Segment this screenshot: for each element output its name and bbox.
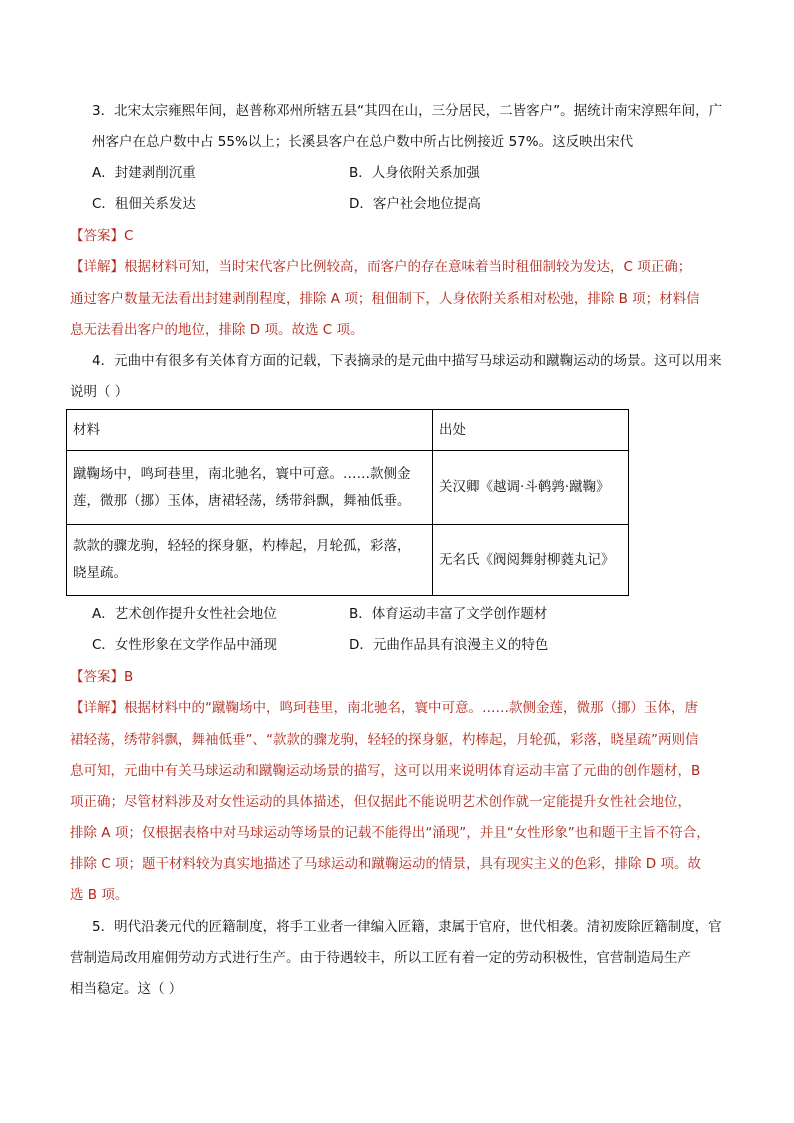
q3-detail-line-3: 息无法看出客户的地位，排除 D 项。故选 C 项。 xyxy=(70,322,364,338)
q4-option-d: D．元曲作品具有浪漫主义的特色 xyxy=(349,637,549,653)
q4-detail-line-3: 息可知，元曲中有关马球运动和蹴鞠运动场景的描写，这可以用来说明体育运动丰富了元曲的创作题材，B xyxy=(70,763,701,779)
q3-detail-line-1 xyxy=(70,257,691,277)
q3-answer-value: C xyxy=(124,228,134,244)
q3-answer xyxy=(70,226,133,246)
table-header-row xyxy=(67,410,629,451)
q4-option-c: C．女性形象在文学作品中涌现 xyxy=(92,637,277,653)
q4-answer xyxy=(70,667,133,687)
table-cell-material xyxy=(67,451,433,525)
material-text-line: 晓星疏。 xyxy=(73,565,127,581)
q3-option-c: C．租佃关系发达 xyxy=(92,196,196,212)
q3-stem-line-1: 3．北宋太宗雍熙年间，赵普称邓州所辖五县“其四在山，三分居民，二皆客户”。据统计南宋淳熙年间，广 xyxy=(92,103,723,119)
q4-detail-line-2: 裙轻荡，绣带斜飘，舞袖低垂”、“款款的骤龙驹，轻轻的探身躯，杓棒起，月轮孤，彩落，晓星疏”两则信 xyxy=(70,732,699,748)
table-header-source: 出处 xyxy=(433,410,629,451)
table-cell-source: 关汉卿《越调·斗鹌鹑·蹴鞠》 xyxy=(433,451,629,525)
q3-option-a: A．封建剥削沉重 xyxy=(92,165,196,181)
q3-detail-label: 【详解】 xyxy=(70,259,124,275)
q4-detail-line-6: 排除 C 项；题干材料较为真实地描述了马球运动和蹴鞠运动的情景，具有现实主义的色彩，排除 D 项。故 xyxy=(70,856,701,872)
q5-stem-line-1: 5．明代沿袭元代的匠籍制度，将手工业者一律编入匠籍，隶属于官府，世代相袭。清初废除匠籍制度，官 xyxy=(92,919,722,935)
q4-detail-line-4: 项正确；尽管材料涉及对女性运动的具体描述，但仅据此不能说明艺术创作就一定能提升女性社会地位， xyxy=(70,794,691,810)
q4-option-a: A．艺术创作提升女性社会地位 xyxy=(92,606,277,622)
q4-stem-line-2: 说明（ ） xyxy=(70,384,129,400)
q4-detail-line-5: 排除 A 项；仅根据表格中对马球运动等场景的记载不能得出“涌现”，并且“女性形象”也和题干主旨不符合， xyxy=(70,825,710,841)
q4-detail-label: 【详解】 xyxy=(70,700,124,716)
q4-answer-label: 【答案】 xyxy=(70,669,124,685)
q5-stem-line-2: 营制造局改用雇佣劳动方式进行生产。由于待遇较丰，所以工匠有着一定的劳动积极性，官营制造局生产 xyxy=(70,950,691,966)
q5-stem-line-3: 相当稳定。这（ ） xyxy=(70,981,183,997)
table-cell-material xyxy=(67,525,433,596)
q3-answer-label: 【答案】 xyxy=(70,228,124,244)
q4-answer-value: B xyxy=(124,669,134,685)
q3-option-d: D．客户社会地位提高 xyxy=(349,196,481,212)
q3-stem-line-2: 州客户在总户数中占 55%以上；长溪县客户在总户数中所占比例接近 57%。这反映出宋代 xyxy=(92,134,634,150)
q4-detail-text-1: 根据材料中的“蹴鞠场中，鸣珂巷里，南北驰名，寰中可意。……款侧金莲，微那（挪）玉体，唐 xyxy=(124,700,698,716)
q4-option-b: B．体育运动丰富了文学创作题材 xyxy=(349,606,548,622)
material-text-line: 蹴鞠场中，鸣珂巷里，南北驰名，寰中可意。……款侧金 xyxy=(73,465,411,482)
q4-detail-line-1 xyxy=(70,698,698,718)
table-row xyxy=(67,525,629,596)
table-header-material: 材料 xyxy=(67,410,433,451)
q3-detail-line-2: 通过客户数量无法看出封建剥削程度，排除 A 项；租佃制下，人身依附关系相对松弛，排除 B 项；材料信 xyxy=(70,291,700,307)
material-text-line: 款款的骤龙驹，轻轻的探身躯，杓棒起，月轮孤，彩落， xyxy=(73,538,411,554)
q3-option-b: B．人身依附关系加强 xyxy=(349,165,480,181)
q4-detail-line-7: 选 B 项。 xyxy=(70,887,129,903)
q4-material-table xyxy=(66,409,629,596)
q4-stem-line-1: 4．元曲中有很多有关体育方面的记载，下表摘录的是元曲中描写马球运动和蹴鞠运动的场景。这可以用来 xyxy=(92,353,722,369)
q3-detail-text-1: 根据材料可知，当时宋代客户比例较高，而客户的存在意味着当时租佃制较为发达，C 项正确； xyxy=(124,259,692,275)
table-row xyxy=(67,451,629,525)
table-cell-source: 无名氏《阀阅舞射柳蕤丸记》 xyxy=(433,525,629,596)
material-text-line: 莲，微那（挪）玉体，唐裙轻荡，绣带斜飘，舞袖低垂。 xyxy=(73,492,411,509)
